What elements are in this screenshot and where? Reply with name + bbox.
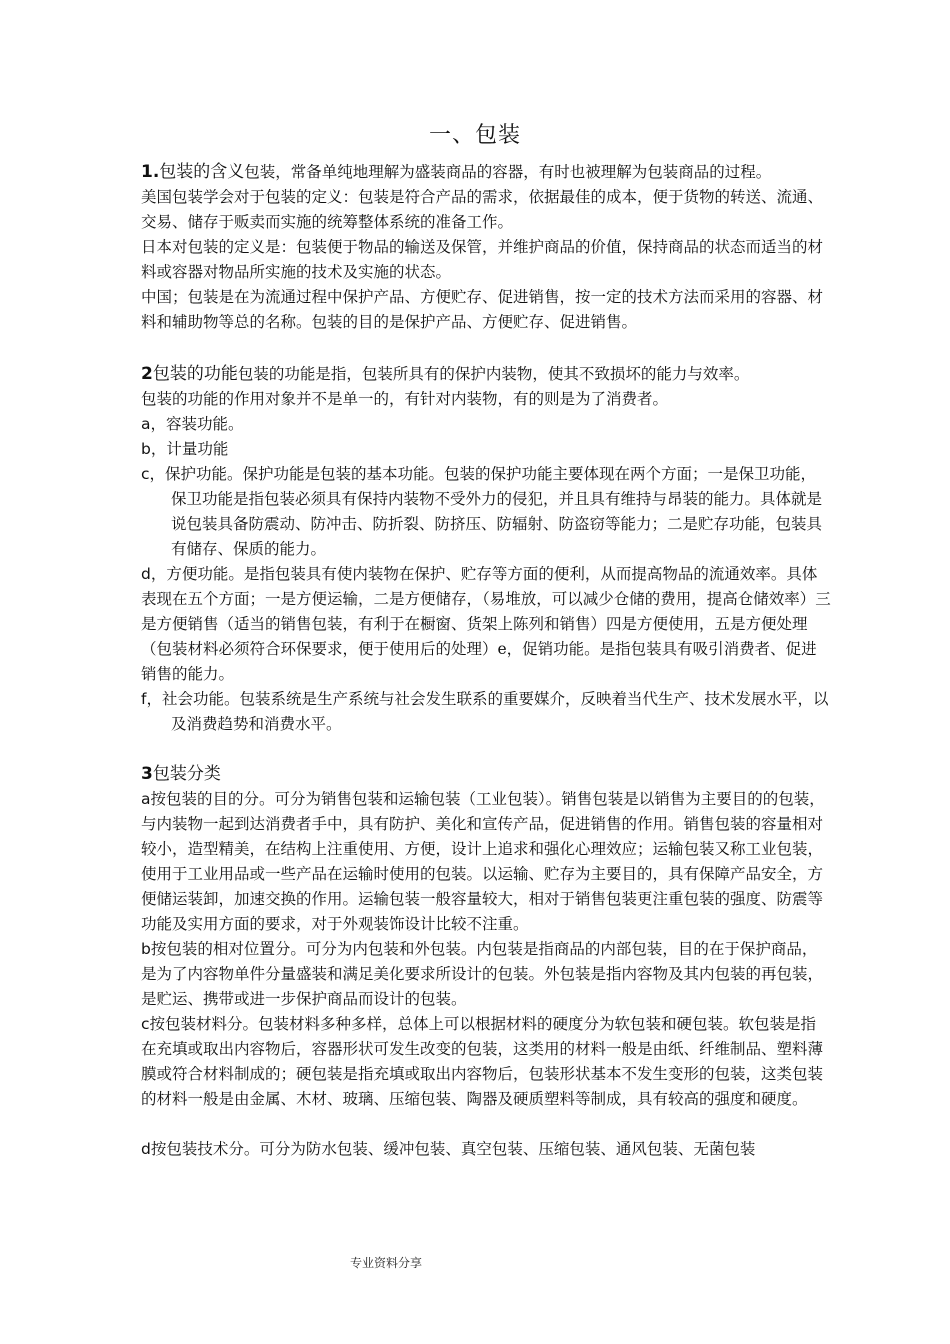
spacer — [141, 1112, 831, 1137]
section-2-item-d — [141, 562, 831, 687]
section-2-para-1: 包装的功能是指，包装所具有的保护内装物，使其不致损坏的能力与效率。 — [237, 365, 750, 383]
item-a-text: 容装功能。 — [166, 415, 244, 433]
section-1-para-4: 中国；包装是在为流通过程中保护产品、方便贮存、促进销售，按一定的技术方法而采用的容器、材料和辅助物等总的名称。包装的目的是保护产品、方便贮存、促进销售。 — [141, 288, 824, 331]
item-f-text: 社会功能。包装系统是生产系统与社会发生联系的重要媒介，反映着当代生产、技术发展水平，以及消费趋势和消费水平。 — [161, 690, 829, 733]
item-d-label: d， — [141, 565, 167, 583]
class-d-label: d — [141, 1140, 151, 1158]
section-1 — [141, 160, 831, 335]
section-3-item-d — [141, 1137, 831, 1162]
item-b-text: 计量功能 — [166, 440, 229, 458]
section-1-heading: 包装的含义 — [159, 162, 245, 182]
section-3-item-b — [141, 937, 831, 1012]
section-2-item-f — [141, 687, 831, 737]
item-b-label: b， — [141, 440, 167, 458]
item-f-label: f， — [141, 690, 162, 708]
section-3-heading-line — [141, 762, 831, 787]
section-2-intro — [141, 362, 831, 387]
class-d-text: 按包装技术分。可分为防水包装、缓冲包装、真空包装、压缩包装、通风包装、无菌包装 — [150, 1140, 756, 1158]
class-b-text: 按包装的相对位置分。可分为内包装和外包装。内包装是指商品的内部包装，目的在于保护商品，是为了内容物单件分量盛装和满足美化要求所设计的包装。外包装是指内容物及其内包装的再包装，是贮运、携带或进一步保护商品而设计的包装。 — [141, 940, 824, 1008]
page-title: 一、包装 — [428, 123, 521, 148]
section-2-para-2: 包装的功能的作用对象并不是单一的，有针对内装物，有的则是为了消费者。 — [141, 390, 669, 408]
item-c-text: 保护功能。保护功能是包装的基本功能。包装的保护功能主要体现在两个方面；一是保卫功能，保卫功能是指包装必须具有保持内装物不受外力的侵犯，并且具有维持与昂装的能力。具体就是说包装具备防震动、防冲击、防折裂、防挤压、防辐射、防盗窃等能力；二是贮存功能，包装具有储存、保质的能力。 — [165, 465, 823, 558]
section-2-item-a — [141, 412, 831, 437]
section-1-para-1: 包装，常备单纯地理解为盛装商品的容器，有时也被理解为包装商品的过程。 — [244, 163, 772, 181]
section-3-item-a — [141, 787, 831, 937]
class-b-label: b — [141, 940, 151, 958]
section-1-intro — [141, 160, 831, 185]
section-2-heading: 包装的功能 — [152, 364, 238, 384]
section-3-number: 3 — [141, 764, 153, 784]
class-a-text: 按包装的目的分。可分为销售包装和运输包装（工业包装）。销售包装是以销售为主要目的的包装，与内装物一起到达消费者手中，具有防护、美化和宣传产品，促进销售的作用。销售包装的容量相对较小，造型精美，在结构上注重使用、方便，设计上追求和强化心理效应；运输包装又称工业包装，使用于工业用品或一些产品在运输时使用的包装。以运输、贮存为主要目的，具有保障产品安全，方便储运装卸，加速交换的作用。运输包装一般容量较大，相对于销售包装更注重包装的强度、防震等功能及实用方面的要求，对于外观装饰设计比较不注重。 — [141, 790, 825, 933]
section-2 — [141, 362, 831, 737]
item-a-label: a， — [141, 415, 166, 433]
section-2-number: 2 — [141, 364, 153, 384]
section-1-para-2: 美国包装学会对于包装的定义：包装是符合产品的需求，依据最佳的成本，便于货物的转送、流通、交易、储存于贩卖而实施的统筹整体系统的准备工作。 — [141, 188, 824, 231]
section-3 — [141, 762, 831, 1162]
section-2-item-c — [141, 462, 831, 562]
item-c-label: c， — [141, 465, 166, 483]
section-3-item-c — [141, 1012, 831, 1112]
class-a-label: a — [141, 790, 151, 808]
section-1-number: 1. — [141, 162, 160, 182]
class-c-label: c — [141, 1015, 150, 1033]
section-2-item-b — [141, 437, 831, 462]
page-footer: 专业资料分享 — [350, 1256, 423, 1270]
class-c-text: 按包装材料分。包装材料多种多样，总体上可以根据材料的硬度分为软包装和硬包装。软包装是指在充填或取出内容物后，容器形状可发生改变的包装，这类用的材料一般是由纸、纤维制品、塑料薄膜或符合材料制成的；硬包装是指充填或取出内容物后，包装形状基本不发生变形的包装，这类包装的材料一般是由金属、木材、玻璃、压缩包装、陶器及硬质塑料等制成，具有较高的强度和硬度。 — [141, 1015, 824, 1108]
section-3-heading: 包装分类 — [152, 764, 221, 784]
section-1-para-3: 日本对包装的定义是：包装便于物品的输送及保管，并维护商品的价值，保持商品的状态而适当的材料或容器对物品所实施的技术及实施的状态。 — [141, 238, 824, 281]
item-d-text: 方便功能。是指包装具有使内装物在保护、贮存等方面的便利，从而提高物品的流通效率。具体表现在五个方面；一是方便运输，二是方便储存，（易堆放，可以减少仓储的费用，提高仓储效率）三是方便销售（适当的销售包装，有利于在橱窗、货架上陈列和销售）四是方便使用，五是方便处理（包装材料必须符合环保要求，便于使用后的处理）e，促销功能。是指包装具有吸引消费者、促进销售的能力。 — [141, 565, 831, 683]
